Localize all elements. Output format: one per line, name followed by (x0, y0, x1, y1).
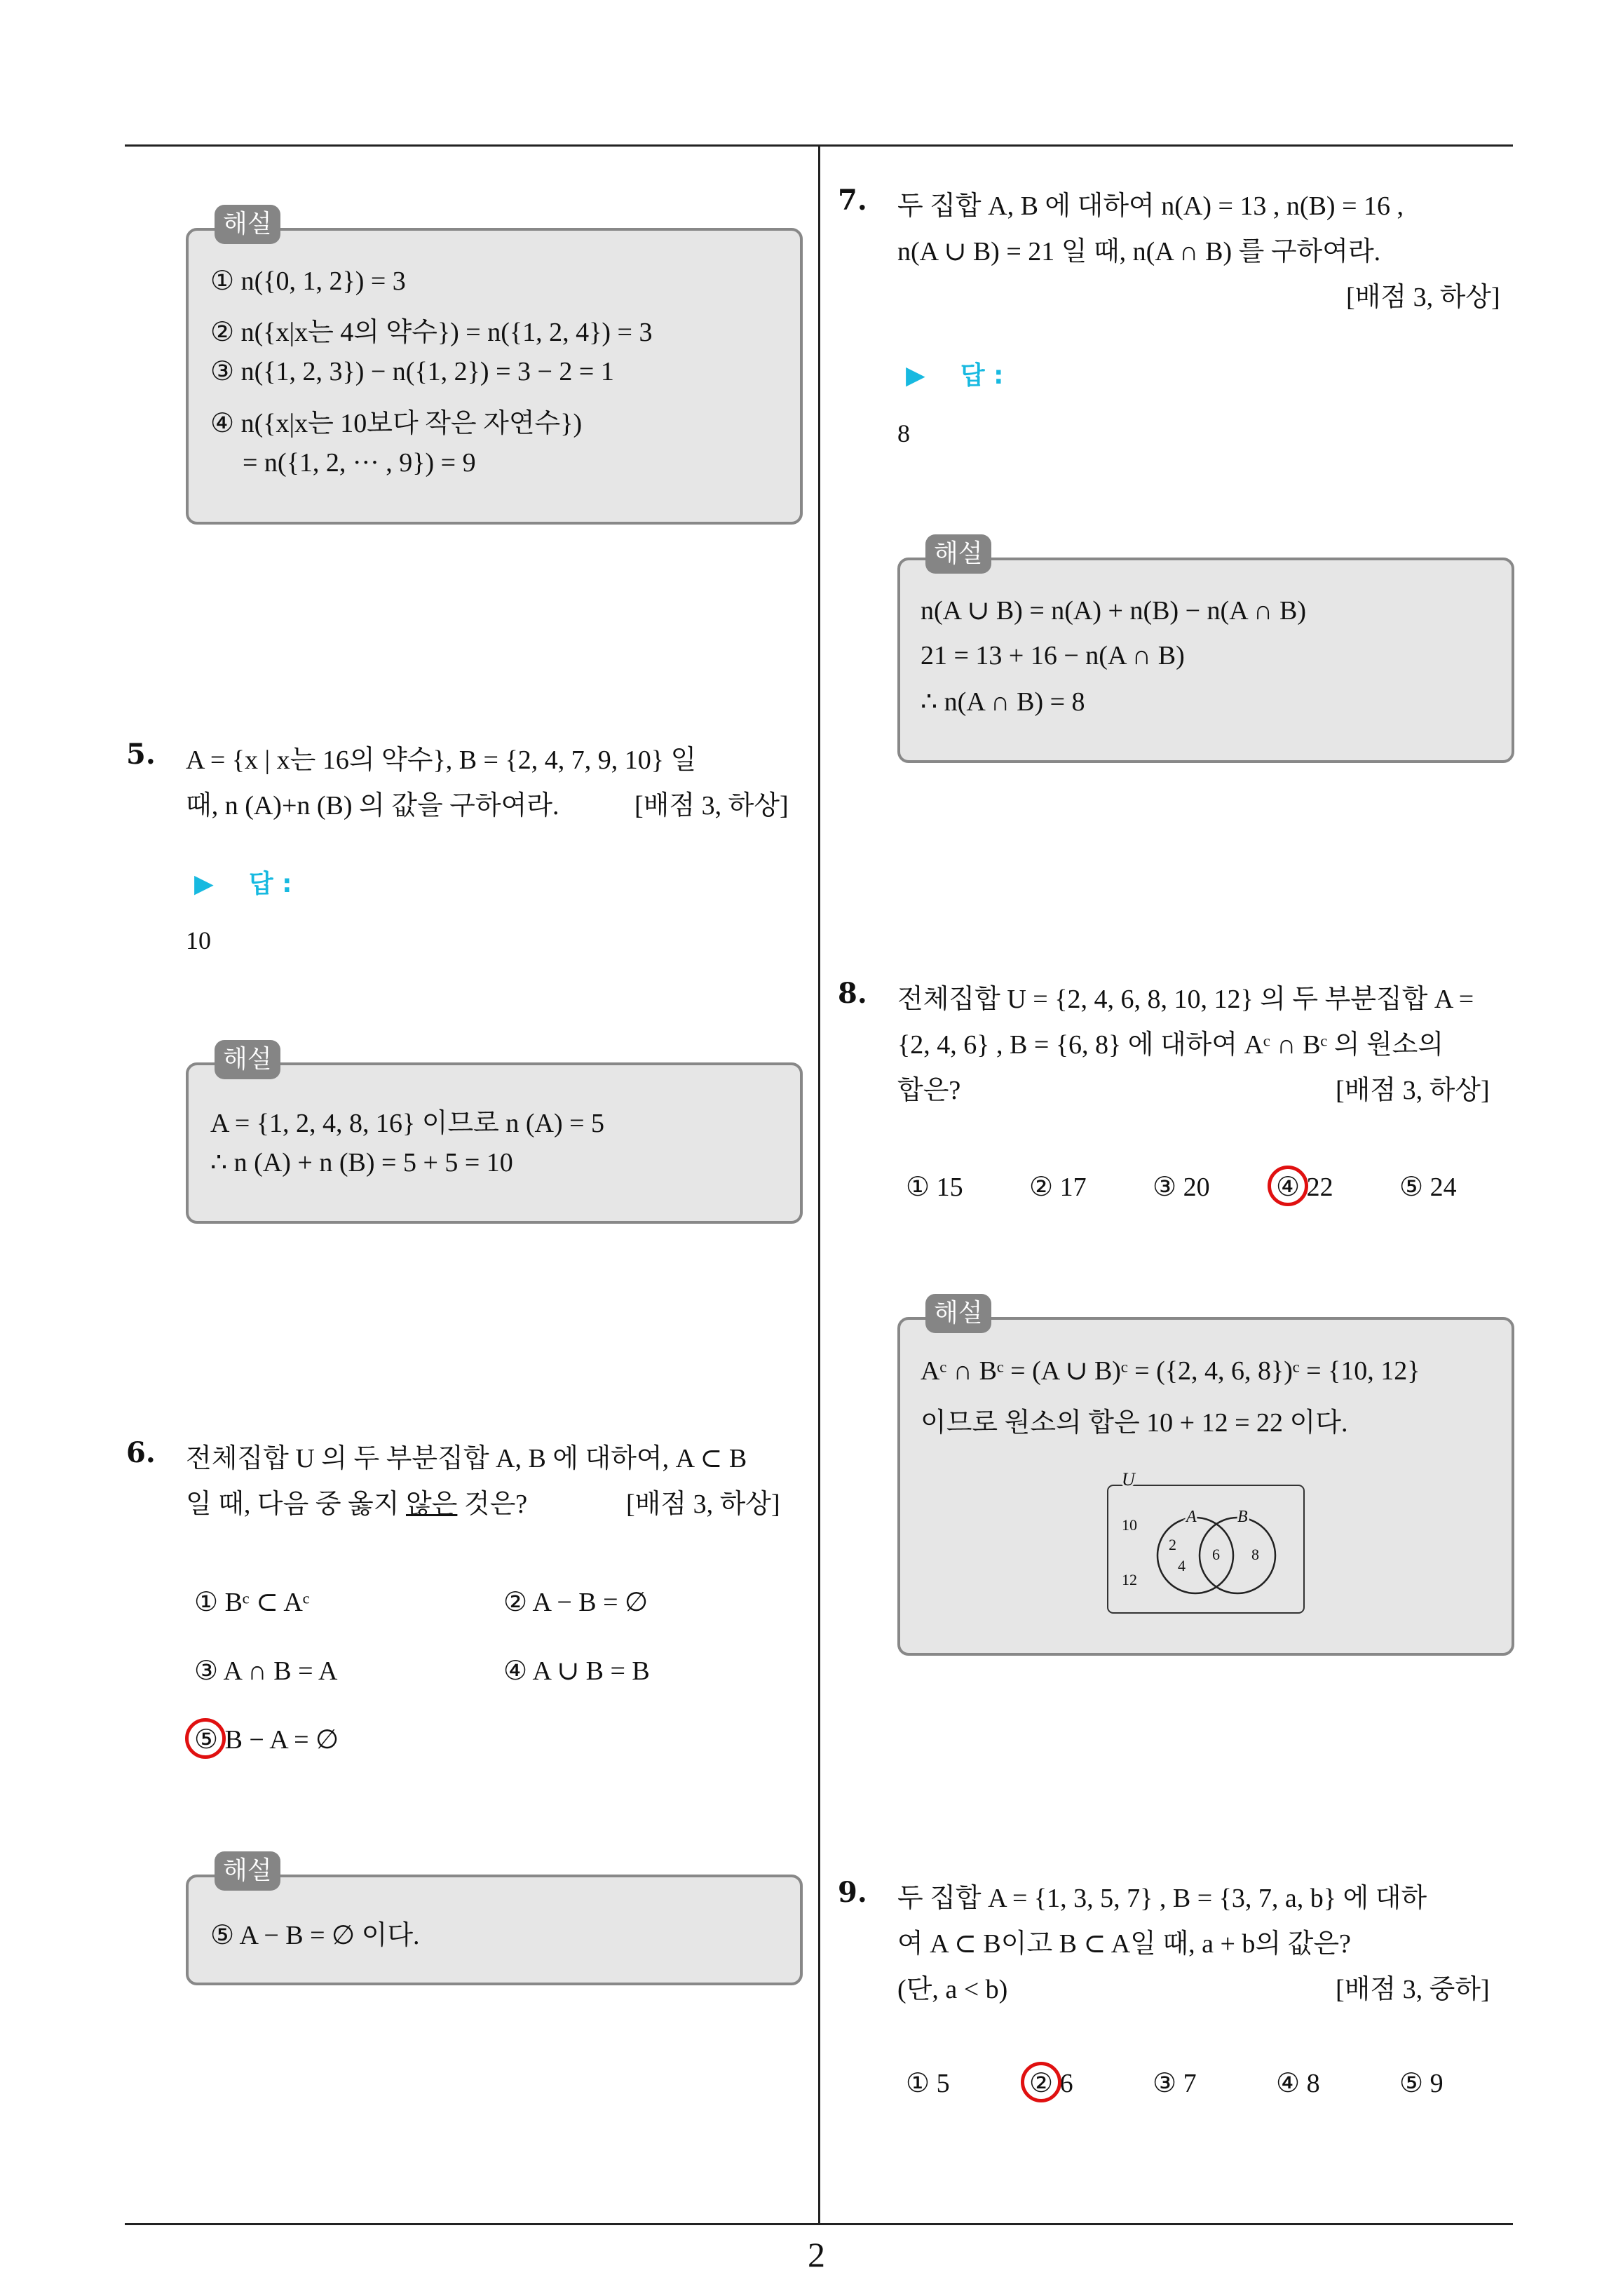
choice-2[interactable]: ② A − B = ∅ (503, 1588, 648, 1617)
answer-value: 10 (186, 926, 211, 954)
points-label: [배점 3, 하상] (1346, 283, 1500, 312)
question-text: 전체집합 U = {2, 4, 6, 8, 10, 12} 의 두 부분집합 A = (897, 985, 1474, 1014)
explanation-line: = n({1, 2, ··· , 9}) = 9 (243, 448, 476, 478)
choice-4[interactable]: ④ A ∪ B = B (503, 1656, 650, 1686)
answer-mark-circle (185, 1718, 226, 1759)
explanation-tag: 해설 (925, 534, 991, 574)
question-text: n(A ∪ B) = 21 일 때, n(A ∩ B) 를 구하여라. (897, 237, 1381, 266)
venn-element: 12 (1122, 1571, 1137, 1588)
explanation-line: 이므로 원소의 합은 10 + 12 = 22 이다. (921, 1408, 1348, 1438)
explanation-tag: 해설 (215, 1040, 280, 1079)
choice-5[interactable]: ⑤ 24 (1399, 1173, 1457, 1202)
answer-value: 8 (897, 419, 910, 447)
explanation-line: ② n({x|x는 4의 약수}) = n({1, 2, 4}) = 3 (210, 318, 653, 347)
choice-3[interactable]: ③ 20 (1153, 1173, 1210, 1202)
explanation-tag: 해설 (215, 205, 280, 244)
question-text: (단, a < b) (897, 1975, 1008, 2004)
choice-3[interactable]: ③ 7 (1153, 2069, 1197, 2098)
explanation-line: ⑤ A − B = ∅ 이다. (210, 1921, 420, 1950)
question-number: 9. (838, 1876, 867, 1909)
page-number: 2 (808, 2235, 825, 2274)
question-text: 전체집합 U 의 두 부분집합 A, B 에 대하여, A ⊂ B (186, 1444, 747, 1473)
question-text: A = {x | x는 16의 약수}, B = {2, 4, 7, 9, 10} 일 (186, 745, 697, 775)
column-divider (818, 144, 820, 2224)
venn-universe-label: U (1122, 1469, 1135, 1490)
points-label: [배점 3, 하상] (634, 791, 789, 821)
venn-set-b-label: B (1237, 1508, 1248, 1526)
points-label: [배점 3, 하상] (626, 1490, 780, 1519)
points-label: [배점 3, 하상] (1336, 1076, 1490, 1105)
question-text: 합은? (897, 1076, 961, 1105)
question-number: 6. (126, 1436, 156, 1469)
play-icon: ▶ (906, 361, 925, 390)
explanation-line: ① n({0, 1, 2}) = 3 (210, 266, 406, 296)
question-number: 8. (838, 977, 867, 1010)
answer-mark-circle (1268, 1166, 1308, 1206)
explanation-line: ③ n({1, 2, 3}) − n({1, 2}) = 3 − 2 = 1 (210, 357, 614, 386)
question-text: 일 때, 다음 중 옳지 않은 것은? (186, 1490, 528, 1519)
venn-set-b (1200, 1518, 1275, 1593)
play-icon: ▶ (194, 870, 214, 898)
question-text: 때, n (A)+n (B) 의 값을 구하여라. (186, 791, 559, 821)
choice-5[interactable]: ⑤ 9 (1399, 2069, 1444, 2098)
points-label: [배점 3, 중하] (1336, 1975, 1490, 2004)
question-text: {2, 4, 6} , B = {6, 8} 에 대하여 Aᶜ ∩ Bᶜ 의 원소의 (897, 1030, 1444, 1060)
explanation-line: 21 = 13 + 16 − n(A ∩ B) (921, 641, 1185, 670)
venn-element: 4 (1178, 1557, 1186, 1574)
question-number: 5. (126, 738, 156, 771)
venn-element: 8 (1251, 1546, 1259, 1563)
venn-set-a (1157, 1518, 1233, 1593)
venn-element: 6 (1212, 1546, 1220, 1563)
explanation-tag: 해설 (215, 1851, 280, 1891)
venn-element: 2 (1169, 1536, 1176, 1553)
answer-mark-circle (1021, 2062, 1061, 2102)
choice-4[interactable]: ④ 22 (1276, 1173, 1333, 1202)
explanation-line: n(A ∪ B) = n(A) + n(B) − n(A ∩ B) (921, 596, 1306, 626)
question-text: 여 A ⊂ B이고 B ⊂ A일 때, a + b의 값은? (897, 1929, 1351, 1959)
choice-2[interactable]: ② 6 (1029, 2069, 1073, 2098)
explanation-tag: 해설 (925, 1294, 991, 1333)
venn-element: 10 (1122, 1516, 1137, 1534)
question-text: 두 집합 A = {1, 3, 5, 7} , B = {3, 7, a, b} 에 대하 (897, 1884, 1427, 1913)
choice-4[interactable]: ④ 8 (1276, 2069, 1320, 2098)
question-text: 두 집합 A, B 에 대하여 n(A) = 13 , n(B) = 16 , (897, 191, 1404, 221)
venn-set-a-label: A (1186, 1508, 1197, 1526)
explanation-line: ④ n({x|x는 10보다 작은 자연수}) (210, 409, 583, 438)
bottom-rule (125, 2223, 1513, 2225)
explanation-line: Aᶜ ∩ Bᶜ = (A ∪ B)ᶜ = ({2, 4, 6, 8})ᶜ = {10, 12} (921, 1356, 1420, 1386)
choice-3[interactable]: ③ A ∩ B = A (194, 1656, 338, 1686)
choice-1[interactable]: ① 15 (906, 1173, 963, 1202)
choice-5[interactable]: ⑤ B − A = ∅ (194, 1725, 339, 1755)
explanation-box-q5 (186, 1062, 803, 1224)
question-number: 7. (838, 184, 867, 217)
explanation-line: A = {1, 2, 4, 8, 16} 이므로 n (A) = 5 (210, 1109, 605, 1138)
venn-diagram (1101, 1466, 1311, 1620)
answer-label: ▶ 답 : (906, 361, 1004, 390)
explanation-line: ∴ n (A) + n (B) = 5 + 5 = 10 (210, 1148, 513, 1177)
choice-1[interactable]: ① Bᶜ ⊂ Aᶜ (194, 1588, 310, 1617)
answer-label: ▶ 답 : (194, 870, 292, 898)
choice-2[interactable]: ② 17 (1029, 1173, 1087, 1202)
choice-1[interactable]: ① 5 (906, 2069, 950, 2098)
explanation-line: ∴ n(A ∩ B) = 8 (921, 687, 1085, 717)
